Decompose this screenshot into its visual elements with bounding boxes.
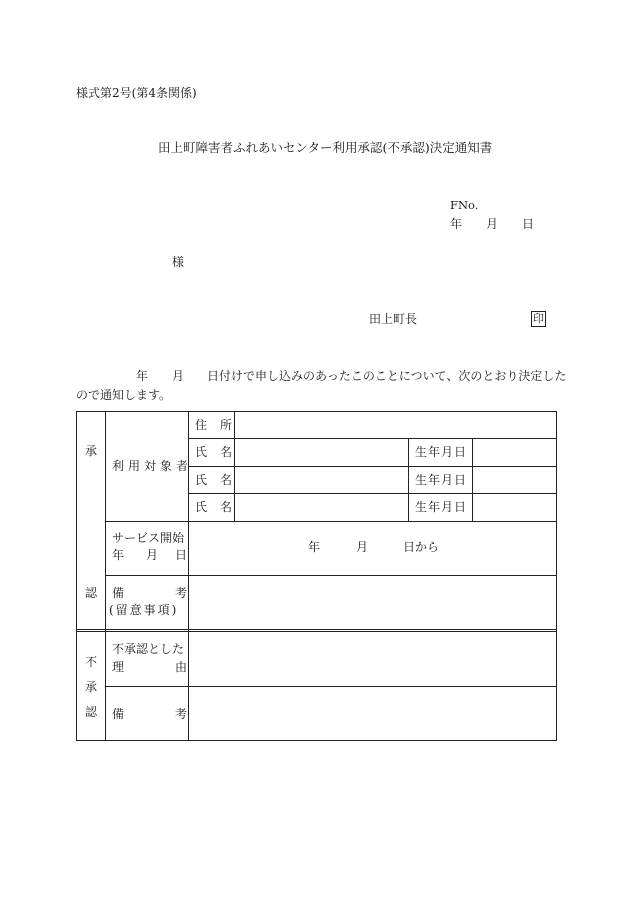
- approval-char-1: 承: [85, 444, 98, 458]
- addressee-suffix: 様: [172, 255, 185, 269]
- denial-reason-a: 理: [112, 660, 125, 674]
- col-birth-left: [408, 438, 409, 521]
- form-number: 様式第2号(第4条関係): [76, 86, 197, 100]
- remarks2-label-a: 備: [112, 707, 125, 721]
- issuer-title: 田上町長: [369, 312, 418, 326]
- service-value-month: 月: [356, 540, 369, 554]
- name-label-a: 氏: [195, 500, 208, 514]
- name-label-b: 名: [220, 500, 233, 514]
- denial-char-3: 認: [85, 705, 98, 719]
- seal-mark: 印: [533, 312, 544, 325]
- address-label-b: 所: [220, 418, 233, 432]
- col-birth-right: [472, 438, 473, 521]
- body-year: 年: [136, 369, 149, 383]
- table-border-top: [76, 411, 557, 412]
- section-divider-2: [76, 631, 557, 632]
- table-border-left: [76, 411, 77, 741]
- remarks2-label-b: 考: [175, 707, 188, 721]
- row-line-3: [188, 493, 557, 494]
- row-line-5: [105, 575, 557, 576]
- birth-label: 生年月日: [415, 500, 468, 514]
- service-start-day: 日: [175, 548, 188, 562]
- birth-label: 生年月日: [415, 445, 468, 459]
- birth-label: 生年月日: [415, 473, 468, 487]
- name-label-a: 氏: [195, 473, 208, 487]
- service-value-suffix: 日から: [403, 540, 440, 554]
- denial-char-2: 承: [85, 680, 98, 694]
- address-label-a: 住: [195, 418, 208, 432]
- date-year: 年: [450, 217, 463, 231]
- col-section: [105, 411, 106, 741]
- remarks-label-a: 備: [112, 586, 125, 600]
- service-start-label: サービス開始: [112, 531, 185, 545]
- table-border-right: [556, 411, 557, 741]
- name-label-a: 氏: [195, 445, 208, 459]
- service-start-month: 月: [146, 548, 159, 562]
- remarks-note: (留意事項): [109, 603, 179, 617]
- service-value-year: 年: [308, 540, 321, 554]
- decision-table: [76, 411, 557, 741]
- service-start-year: 年: [112, 548, 125, 562]
- denial-char-1: 不: [85, 655, 98, 669]
- row-line-2: [188, 466, 557, 467]
- date-month: 月: [486, 217, 499, 231]
- denial-reason-label: 不承認とした: [112, 642, 185, 656]
- remarks-label-b: 考: [175, 586, 188, 600]
- user-label: 利用対象者: [112, 459, 193, 473]
- body-text-line1: 日付けで申し込みのあったこのことについて、次のとおり決定した: [207, 369, 567, 383]
- document-title: 田上町障害者ふれあいセンター利用承認(不承認)決定通知書: [158, 140, 493, 155]
- date-day: 日: [522, 217, 535, 231]
- row-line-6: [105, 686, 557, 687]
- body-text-line2: ので通知します。: [76, 388, 172, 402]
- denial-reason-b: 由: [175, 660, 188, 674]
- document-number: FNo.: [450, 198, 479, 212]
- approval-char-2: 認: [85, 586, 98, 600]
- table-border-bottom: [76, 740, 557, 741]
- row-line-4: [105, 521, 557, 522]
- name-label-b: 名: [220, 445, 233, 459]
- name-label-b: 名: [220, 473, 233, 487]
- body-month: 月: [172, 369, 185, 383]
- row-line-1: [188, 438, 557, 439]
- section-divider: [76, 629, 557, 630]
